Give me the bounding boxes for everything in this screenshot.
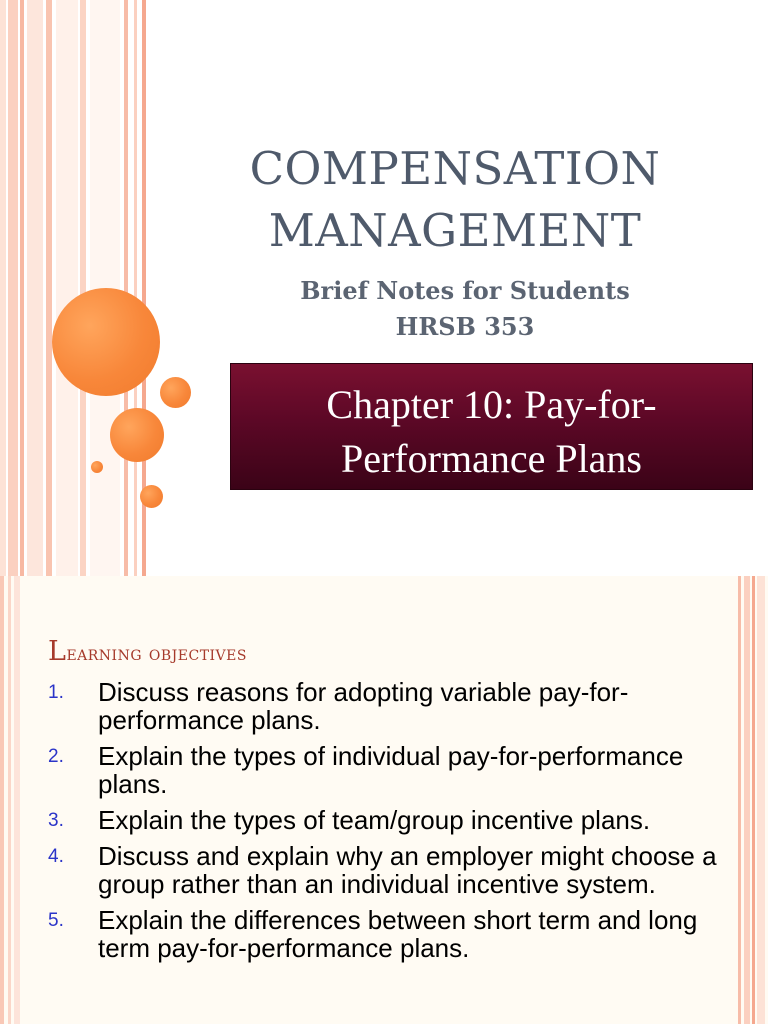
- objective-text: Explain the types of individual pay-for-performance plans.: [98, 741, 684, 799]
- title-line-2: MANAGEMENT: [268, 204, 642, 257]
- decorative-circle-small-2: [140, 485, 163, 508]
- chapter-line-2: Performance Plans: [340, 436, 642, 481]
- objective-number: 4.: [48, 846, 64, 867]
- objective-item-1: [48, 678, 728, 734]
- decorative-circle-large: [52, 288, 160, 396]
- decorative-circle-medium: [110, 408, 164, 462]
- chapter-line-1: Chapter 10: Pay-for-: [326, 382, 657, 427]
- objective-item-3: [48, 806, 728, 834]
- objectives-list: [48, 678, 728, 970]
- objective-number: 3.: [48, 810, 64, 831]
- decorative-circle-tiny: [91, 461, 103, 473]
- objective-text: Discuss reasons for adopting variable pay-for-performance plans.: [98, 677, 629, 735]
- decorative-stripes: [0, 0, 148, 576]
- subtitle-line-1: Brief Notes for Students: [300, 276, 630, 305]
- objective-text: Explain the differences between short term and long term pay-for-performance plans.: [98, 905, 698, 963]
- heading-rest: earning objectives: [66, 641, 247, 665]
- objective-text: Explain the types of team/group incentive plans.: [98, 805, 651, 835]
- chapter-banner: [230, 363, 753, 490]
- objective-number: 1.: [48, 682, 64, 703]
- subtitle-line-2: HRSB 353: [395, 312, 535, 341]
- objective-number: 5.: [48, 910, 64, 931]
- presentation-title: [180, 138, 730, 262]
- learning-objectives-heading: [48, 636, 247, 667]
- objective-item-5: [48, 906, 728, 962]
- heading-initial: L: [48, 636, 67, 667]
- decorative-circle-small-1: [160, 377, 191, 408]
- objectives-slide: [0, 576, 768, 1024]
- title-line-1: COMPENSATION: [249, 142, 661, 195]
- objective-number: 2.: [48, 746, 64, 767]
- objective-item-4: [48, 842, 728, 898]
- objective-item-2: [48, 742, 728, 798]
- objective-text: Discuss and explain why an employer might choose a group rather than an individual incentive system.: [98, 841, 717, 899]
- chapter-title: [231, 378, 752, 486]
- presentation-subtitle: [200, 273, 730, 345]
